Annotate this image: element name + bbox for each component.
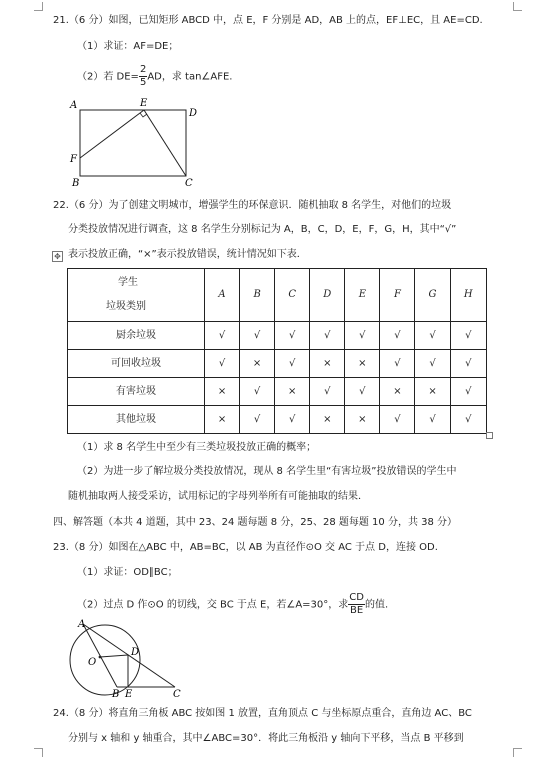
row-label: 可回收垃圾 [68,350,205,378]
q22-line1: 22.（6 分）为了创建文明城市，增强学生的环保意识．随机抽取 8 名学生，对他们的垃圾 [53,200,452,211]
q23-fraction-numerator: CD [349,592,364,603]
student-col: H [450,269,486,322]
table-row [68,322,487,350]
table-cell: √ [275,350,310,378]
table-cell: √ [415,406,450,434]
row-label: 其他垃圾 [68,406,205,434]
table-cell: √ [380,406,415,434]
table-cell: √ [345,322,380,350]
q23-part2-prefix: （2）过点 D 作⊙O 的切线，交 BC 于点 E，若∠A=30°，求 [77,599,349,611]
q22-part2-line2: 随机抽取两人接受采访，试用标记的字母列举所有可能抽取的结果． [68,491,368,502]
q21-label-e: E [140,98,148,109]
table-cell: √ [450,350,486,378]
q21-part2 [77,64,233,89]
q23-part2 [77,592,388,617]
q21-part2-suffix: AD，求 tan∠AFE. [147,71,233,83]
table-header-row [68,269,487,322]
table-row [68,350,487,378]
student-col: A [205,269,240,322]
table-cell: √ [240,406,275,434]
header-category: 垃圾类别 [106,301,146,312]
q21-label-a: A [70,100,78,111]
waste-sorting-table [67,268,487,434]
table-cell: √ [240,378,275,406]
q23-label-a: A [78,619,86,630]
student-col: B [240,269,275,322]
table-move-handle-icon[interactable]: ✥ [52,251,63,262]
table-cell: × [275,378,310,406]
table-cell: √ [205,322,240,350]
q21-fraction-denominator: 5 [139,77,147,88]
q23-part1: （1）求证：OD∥BC； [77,567,178,578]
q23-circle-figure [60,617,190,699]
q23-label-d: D [131,647,140,658]
corner-mark-top-right [513,2,522,11]
q22-line2: 分类投放情况进行调查，这 8 名学生分别标记为 A，B，C，D，E，F，G，H，其中“√” [68,224,457,235]
table-cell: √ [240,322,275,350]
table-cell: × [310,350,345,378]
table-cell: √ [205,350,240,378]
q22-part2-line1: （2）为进一步了解垃圾分类投放情况，现从 8 名学生里“有害垃圾”投放错误的学生中 [77,466,457,477]
section-4-heading: 四、解答题（本共 4 道题，其中 23、24 题每题 8 分，25、28 题每题 10 分，共 38 分） [53,517,458,528]
table-resize-handle[interactable] [486,432,493,439]
q23-label-b: B [112,689,120,699]
header-students: 学生 [118,277,138,288]
q21-label-d: D [189,108,198,119]
table-cell: √ [310,322,345,350]
table-cell: √ [415,322,450,350]
corner-mark-top-left [34,2,43,11]
table-cell: √ [275,406,310,434]
student-col: F [380,269,415,322]
table-cell: × [205,378,240,406]
student-col: D [310,269,345,322]
q21-label-f: F [70,154,77,165]
row-label: 有害垃圾 [68,378,205,406]
q21-stem: 21.（6 分）如图，已知矩形 ABCD 中，点 E，F 分别是 AD，AB 上的点，EF⊥EC，且 AE=CD. [53,15,483,26]
table-cell: × [345,406,380,434]
student-col: C [275,269,310,322]
q24-line2: 分别与 x 轴和 y 轴重合，其中∠ABC=30°．将此三角板沿 y 轴向下平移，当点 B 平移到 [68,733,464,744]
table-cell: √ [380,322,415,350]
table-cell: × [415,378,450,406]
q21-part2-prefix: （2）若 DE= [77,71,139,83]
q23-label-c: C [173,689,181,699]
table-cell: √ [450,378,486,406]
table-cell: √ [380,350,415,378]
q22-part1: （1）求 8 名学生中至少有三类垃圾投放正确的概率； [77,442,317,453]
q23-stem: 23.（8 分）如图在△ABC 中，AB=BC，以 AB 为直径作⊙O 交 AC 于点 D，连接 OD. [53,542,438,553]
table-cell: × [310,406,345,434]
q24-line1: 24.（8 分）将直角三角板 ABC 按如图 1 放置，直角顶点 C 与坐标原点重合，直角边 AC、BC [53,708,472,719]
table-cell: √ [275,322,310,350]
table-row [68,378,487,406]
q21-label-b: B [72,178,80,189]
table-cell: √ [450,406,486,434]
table-cell: √ [450,322,486,350]
q23-label-e: E [125,689,133,699]
table-cell: × [240,350,275,378]
table-cell: √ [345,378,380,406]
student-col: G [415,269,450,322]
q21-part1: （1）求证：AF=DE； [77,41,179,52]
corner-mark-bottom-left [34,748,43,757]
table-row [68,406,487,434]
q21-rectangle-figure [60,94,210,190]
table-cell: √ [310,378,345,406]
q21-fraction-numerator: 2 [139,64,147,75]
table-cell: × [345,350,380,378]
table-cell: × [380,378,415,406]
row-label: 厨余垃圾 [68,322,205,350]
q23-fraction-denominator: BE [350,605,364,616]
q21-label-c: C [185,178,193,189]
q23-fraction [348,592,365,617]
corner-mark-bottom-right [513,748,522,757]
student-col: E [345,269,380,322]
q23-part2-suffix: 的值. [364,599,389,611]
table-cell: √ [415,350,450,378]
q22-line3: 表示投放正确，“×”表示投放错误，统计情况如下表． [68,249,307,260]
table-corner-header [68,269,205,322]
q23-label-o: O [88,657,97,668]
table-cell: × [205,406,240,434]
